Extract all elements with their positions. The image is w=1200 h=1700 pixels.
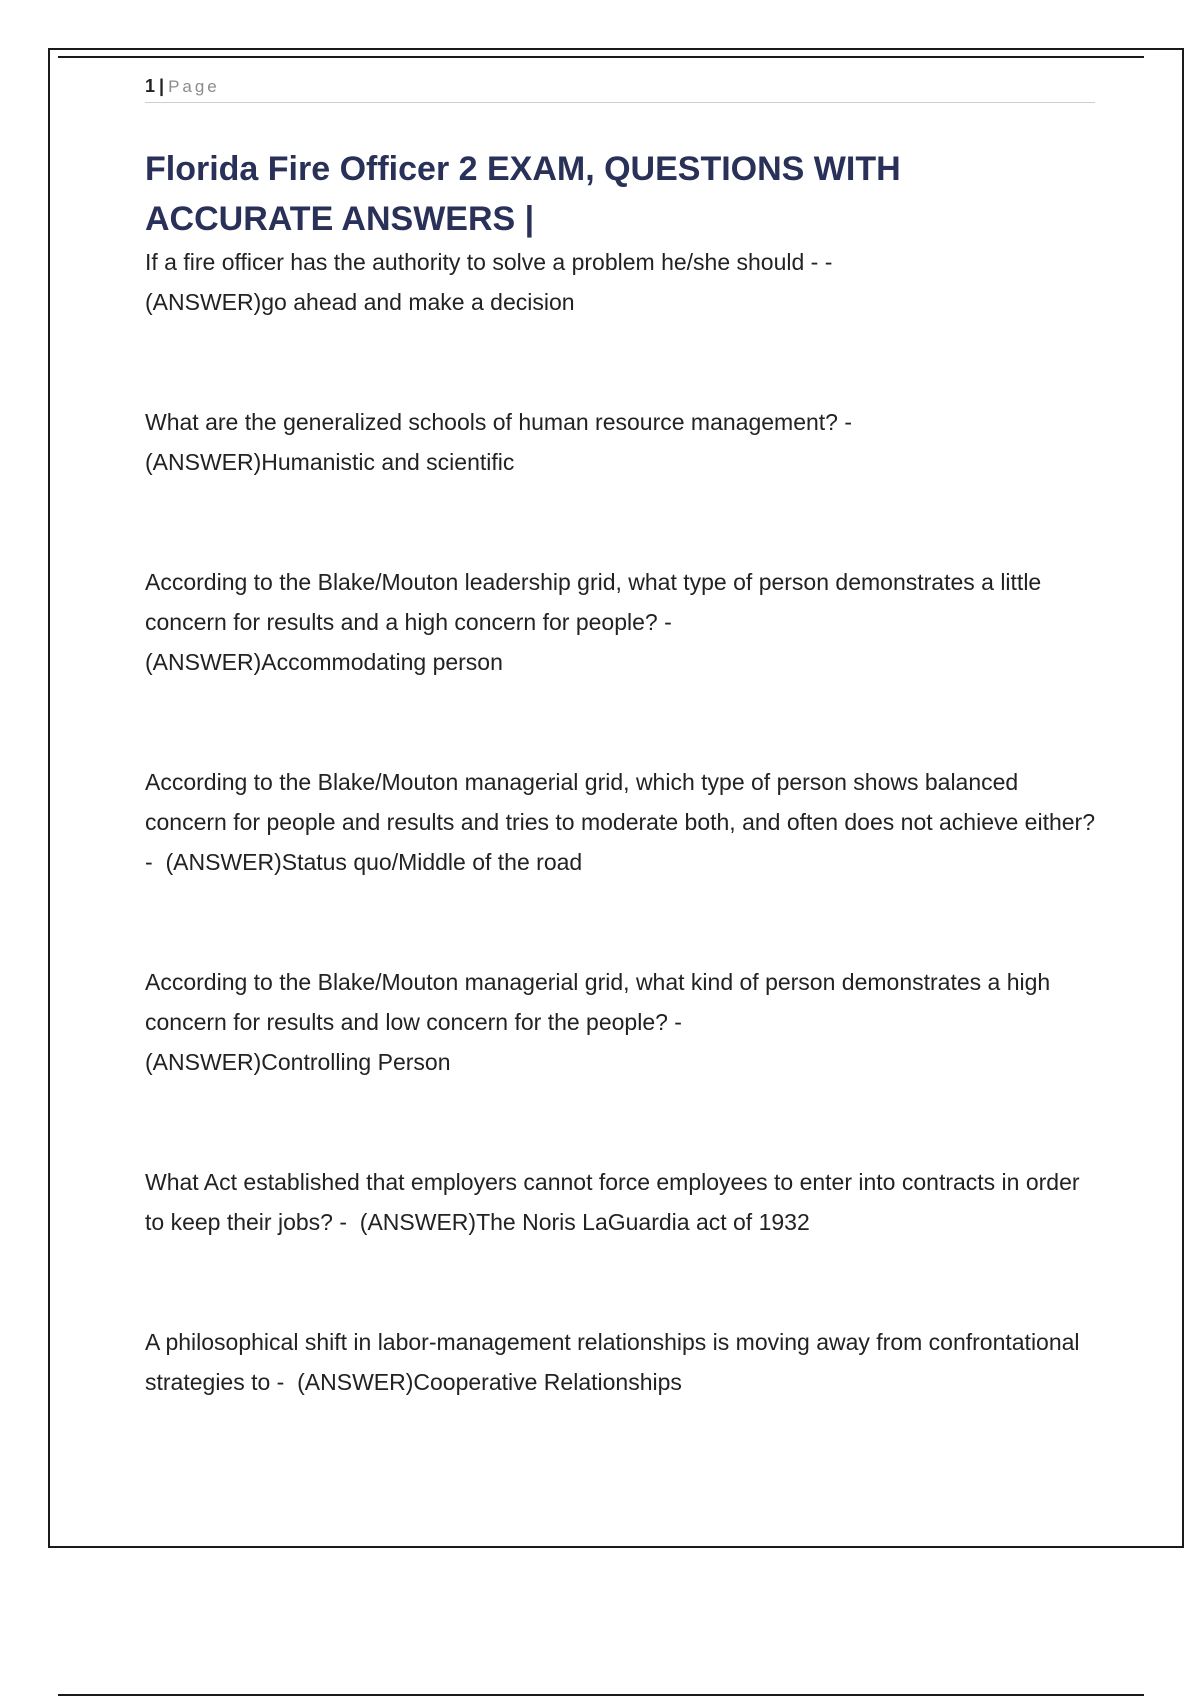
question-text: According to the Blake/Mouton managerial grid, which type of person shows balanced concern for people and results and tries to moderate both, and often does not achieve either? - [145, 769, 1096, 875]
qa-item [145, 962, 1095, 1082]
page-number: 1 [145, 76, 156, 96]
answer-text: (ANSWER)The Noris LaGuardia act of 1932 [353, 1209, 810, 1235]
qa-item [145, 762, 1095, 882]
answer-text: (ANSWER)Humanistic and scientific [145, 449, 515, 475]
answer-text: (ANSWER)Accommodating person [145, 649, 503, 675]
question-text: If a fire officer has the authority to solve a problem he/she should - - [145, 249, 833, 275]
question-text: According to the Blake/Mouton leadership grid, what type of person demonstrates a little concern for results and a high concern for people? - [145, 569, 1042, 635]
page-header [145, 74, 1095, 103]
question-text: What are the generalized schools of human resource management? - [145, 409, 853, 435]
qa-item [145, 562, 1095, 682]
answer-text: (ANSWER)Controlling Person [145, 1049, 451, 1075]
answer-text: (ANSWER)Cooperative Relationships [290, 1369, 682, 1395]
question-text: According to the Blake/Mouton managerial grid, what kind of person demonstrates a high concern for results and low concern for the people? - [145, 969, 1051, 1035]
page-separator: | [159, 76, 165, 96]
qa-item [145, 1162, 1095, 1242]
page-label: Page [168, 77, 220, 96]
question-text: A philosophical shift in labor-management relationships is moving away from confrontational strategies to - [145, 1329, 1080, 1395]
answer-text: (ANSWER)go ahead and make a decision [145, 289, 575, 315]
bottom-rule [58, 1694, 1144, 1696]
top-rule [58, 56, 1144, 58]
qa-item [145, 402, 1095, 482]
qa-item [145, 1322, 1095, 1402]
document-title: Florida Fire Officer 2 EXAM, QUESTIONS WITH ACCURATE ANSWERS | [145, 150, 901, 238]
answer-text: (ANSWER)Status quo/Middle of the road [159, 849, 583, 875]
question-text: What Act established that employers cannot force employees to enter into contracts in order to keep their jobs? - [145, 1169, 1080, 1235]
qa-item [145, 242, 1095, 322]
